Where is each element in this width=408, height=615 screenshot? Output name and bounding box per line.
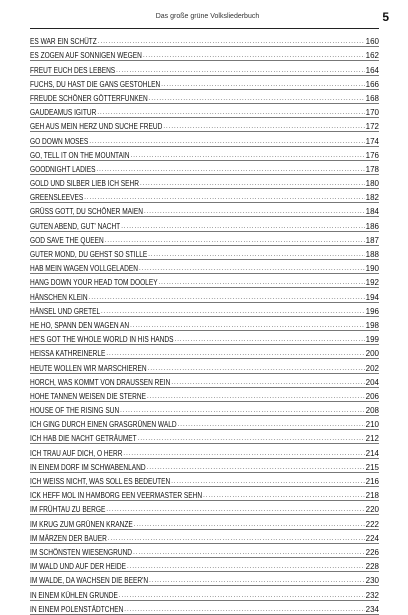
dot-leader — [143, 52, 365, 60]
dot-leader — [108, 535, 365, 543]
song-page-number: 196 — [365, 306, 379, 316]
song-page-number: 198 — [365, 320, 379, 330]
song-page-number: 206 — [365, 391, 379, 401]
song-title: IN EINEM DORF IM SCHWABENLAND — [30, 462, 146, 472]
song-title: GOODNIGHT LADIES — [30, 164, 96, 174]
toc-entry — [30, 586, 379, 600]
dot-leader — [178, 421, 365, 429]
song-title: IM FRÜHTAU ZU BERGE — [30, 505, 106, 515]
dot-leader — [96, 166, 364, 174]
dot-leader — [203, 492, 364, 500]
song-page-number: 160 — [365, 37, 379, 47]
dot-leader — [89, 138, 364, 146]
song-title: IM WALD UND AUF DER HEIDE — [30, 562, 126, 572]
song-title: ICH HAB DIE NACHT GETRÄUMET — [30, 434, 137, 444]
song-page-number: 212 — [365, 434, 379, 444]
song-page-number: 174 — [365, 136, 379, 146]
song-page-number: 162 — [365, 51, 379, 61]
song-title: HOHE TANNEN WEISEN DIE STERNE — [30, 391, 147, 401]
song-page-number: 176 — [365, 150, 379, 160]
song-title: ICH WEISS NICHT, WAS SOLL ES BEDEUTEN — [30, 477, 171, 486]
song-title: HANG DOWN YOUR HEAD TOM DOOLEY — [30, 278, 158, 288]
song-page-number: 200 — [365, 349, 379, 359]
song-title: GOLD UND SILBER LIEB ICH SEHR — [30, 179, 139, 189]
toc-entry — [30, 430, 379, 444]
toc-entry — [30, 175, 379, 189]
dot-leader — [84, 194, 364, 202]
dot-leader — [116, 67, 364, 75]
toc-entry — [30, 147, 379, 161]
toc-entry — [30, 359, 379, 373]
song-page-number: 218 — [365, 491, 379, 501]
toc-entry — [30, 274, 379, 288]
song-title: GEH AUS MEIN HERZ UND SUCHE FREUD — [30, 122, 163, 132]
toc-entry — [30, 402, 379, 416]
song-title: GREENSLEEVES — [30, 193, 84, 203]
dot-leader — [149, 577, 364, 585]
dot-leader — [89, 294, 365, 302]
toc-entry — [30, 459, 379, 473]
dot-leader — [97, 109, 364, 117]
dot-leader — [121, 223, 364, 231]
song-page-number: 232 — [365, 590, 379, 600]
song-page-number: 187 — [365, 235, 379, 245]
dot-leader — [159, 279, 365, 287]
dot-leader — [147, 464, 365, 472]
dot-leader — [131, 152, 365, 160]
dot-leader — [123, 450, 364, 458]
song-title: ICH GING DURCH EINEN GRASGRÜNEN WALD — [30, 420, 177, 430]
song-page-number: 228 — [365, 562, 379, 572]
toc-entry — [30, 530, 379, 544]
song-page-number: 190 — [365, 264, 379, 274]
toc-entry — [30, 104, 379, 118]
song-title: GO, TELL IT ON THE MOUNTAIN — [30, 150, 130, 160]
song-title: FREUDE SCHÖNER GÖTTERFUNKEN — [30, 93, 148, 103]
dot-leader — [134, 521, 365, 529]
toc-entry — [30, 572, 379, 586]
song-page-number: 234 — [365, 604, 379, 614]
dot-leader — [124, 606, 364, 614]
book-title: Das große grüne Volksliederbuch — [155, 13, 260, 20]
dot-leader — [148, 365, 365, 373]
dot-leader — [101, 308, 365, 316]
song-page-number: 226 — [365, 547, 379, 557]
dot-leader — [144, 208, 365, 216]
song-page-number: 202 — [365, 363, 379, 373]
toc-entry — [30, 118, 379, 132]
song-title: HÄNSCHEN KLEIN — [30, 292, 88, 302]
song-page-number: 188 — [365, 250, 379, 259]
song-page-number: 230 — [365, 576, 379, 586]
toc-entry — [30, 161, 379, 175]
song-page-number: 172 — [365, 122, 379, 132]
page-number: 5 — [382, 10, 389, 24]
song-title: HORCH, WAS KOMMT VON DRAUSSEN REIN — [30, 377, 171, 387]
song-title: IM WALDE, DA WACHSEN DIE BEER'N — [30, 576, 149, 586]
song-title: HOUSE OF THE RISING SUN — [30, 406, 120, 416]
song-page-number: 216 — [365, 477, 379, 486]
song-page-number: 222 — [365, 519, 379, 529]
toc-entry — [30, 601, 379, 615]
toc-entry — [30, 501, 379, 515]
song-title: HAB MEIN WAGEN VOLLGELADEN — [30, 264, 139, 274]
song-title: IM SCHÖNSTEN WIESENGRUND — [30, 547, 133, 557]
toc-entry — [30, 47, 379, 61]
toc-entry — [30, 90, 379, 104]
song-title: IM KRUG ZUM GRÜNEN KRANZE — [30, 519, 133, 529]
dot-leader — [175, 336, 365, 344]
song-title: FUCHS, DU HAST DIE GANS GESTOHLEN — [30, 79, 161, 89]
song-title: HEISSA KATHREINERLE — [30, 349, 106, 359]
header-rule — [30, 28, 379, 29]
dot-leader — [139, 265, 365, 273]
song-page-number: 204 — [365, 377, 379, 387]
toc-entry — [30, 558, 379, 572]
song-title: GUTEN ABEND, GUT' NACHT — [30, 221, 121, 231]
toc-entry — [30, 246, 379, 260]
dot-leader — [133, 549, 365, 557]
song-title: ES ZOGEN AUF SONNIGEN WEGEN — [30, 51, 142, 61]
dot-leader — [120, 407, 364, 415]
song-title: GAUDEAMUS IGITUR — [30, 108, 97, 118]
dot-leader — [127, 563, 365, 571]
toc-entry — [30, 217, 379, 231]
toc-entry — [30, 473, 379, 487]
page-header — [30, 10, 389, 30]
song-page-number: 215 — [365, 462, 379, 472]
song-page-number: 214 — [365, 448, 379, 458]
dot-leader — [140, 180, 365, 188]
toc-entry — [30, 487, 379, 501]
song-page-number: 184 — [365, 207, 379, 217]
song-title: GRÜSS GOTT, DU SCHÖNER MAIEN — [30, 207, 143, 217]
toc-entry — [30, 388, 379, 402]
dot-leader — [119, 592, 365, 600]
song-title: HEUTE WOLLEN WIR MARSCHIEREN — [30, 363, 147, 373]
song-title: HE HO, SPANN DEN WAGEN AN — [30, 320, 130, 330]
song-title: IN EINEM KÜHLEN GRUNDE — [30, 590, 118, 600]
toc-entry — [30, 203, 379, 217]
dot-leader — [171, 478, 364, 486]
toc-entry — [30, 345, 379, 359]
song-page-number: 168 — [365, 93, 379, 103]
toc-entry — [30, 444, 379, 458]
song-page-number: 182 — [365, 193, 379, 203]
toc-entry — [30, 33, 379, 47]
song-title: GOD SAVE THE QUEEN — [30, 235, 104, 245]
song-page-number: 166 — [365, 79, 379, 89]
dot-leader — [163, 123, 364, 131]
toc-entry — [30, 317, 379, 331]
toc-entry — [30, 232, 379, 246]
song-page-number: 210 — [365, 420, 379, 430]
toc-entry — [30, 189, 379, 203]
toc-entry — [30, 260, 379, 274]
song-title: IM MÄRZEN DER BAUER — [30, 533, 107, 543]
dot-leader — [149, 95, 365, 103]
song-page-number: 170 — [365, 108, 379, 118]
toc-entry — [30, 132, 379, 146]
toc-entry — [30, 303, 379, 317]
toc-entry — [30, 331, 379, 345]
dot-leader — [106, 506, 364, 514]
toc-entry — [30, 61, 379, 75]
song-page-number: 186 — [365, 221, 379, 231]
dot-leader — [106, 350, 364, 358]
dot-leader — [171, 379, 364, 387]
song-page-number: 208 — [365, 406, 379, 416]
song-page-number: 180 — [365, 179, 379, 189]
song-title: ICK HEFF MOL IN HAMBORG EEN VEERMASTER SEHN — [30, 491, 203, 501]
dot-leader — [147, 393, 365, 401]
dot-leader — [161, 81, 364, 89]
toc-entry — [30, 416, 379, 430]
song-title: IN EINEM POLENSTÄDTCHEN — [30, 604, 124, 614]
toc-entry — [30, 76, 379, 90]
song-title: HE'S GOT THE WHOLE WORLD IN HIS HANDS — [30, 335, 174, 345]
toc-entry — [30, 544, 379, 558]
song-page-number: 164 — [365, 65, 379, 75]
dot-leader — [148, 251, 364, 259]
dot-leader — [130, 322, 365, 330]
song-title: GO DOWN MOSES — [30, 136, 89, 146]
song-page-number: 178 — [365, 164, 379, 174]
song-page-number: 224 — [365, 533, 379, 543]
dot-leader — [105, 237, 365, 245]
song-page-number: 220 — [365, 505, 379, 515]
song-title: ICH TRAU AUF DICH, O HERR — [30, 448, 123, 458]
toc-entry — [30, 374, 379, 388]
song-page-number: 192 — [365, 278, 379, 288]
dot-leader — [98, 38, 365, 46]
song-title: FREUT EUCH DES LEBENS — [30, 65, 116, 75]
toc-entry — [30, 515, 379, 529]
toc-entry — [30, 288, 379, 302]
song-title: GUTER MOND, DU GEHST SO STILLE — [30, 250, 148, 259]
song-page-number: 194 — [365, 292, 379, 302]
song-title: ES WAR EIN SCHÜTZ — [30, 37, 97, 47]
table-of-contents — [30, 33, 379, 615]
dot-leader — [138, 435, 365, 443]
song-title: HÄNSEL UND GRETEL — [30, 306, 101, 316]
song-page-number: 199 — [365, 335, 379, 345]
